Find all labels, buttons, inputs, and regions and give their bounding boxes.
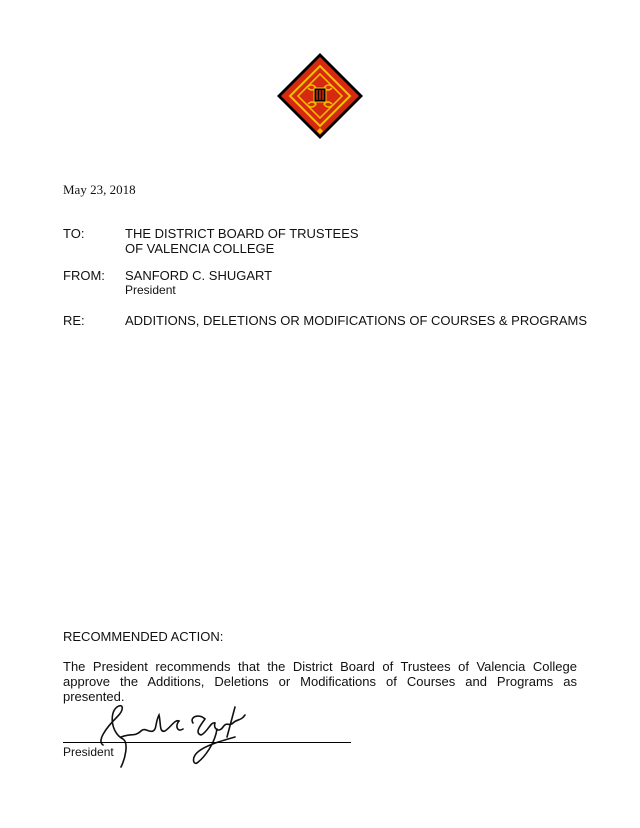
from-title: President (125, 283, 176, 297)
to-line-2: OF VALENCIA COLLEGE (125, 241, 275, 256)
signature-label: President (63, 745, 114, 759)
recommended-action-body: The President recommends that the District Board of Trustees of Valencia College approve the Additions, Deletions or Modifications of Courses and Programs as presented. (63, 659, 577, 704)
re-subject: ADDITIONS, DELETIONS OR MODIFICATIONS OF COURSES & PROGRAMS (125, 313, 588, 328)
college-seal-logo (276, 52, 364, 140)
memo-date: May 23, 2018 (63, 182, 136, 197)
re-label: RE: (63, 313, 85, 328)
from-label: FROM: (63, 268, 105, 283)
from-value (125, 268, 272, 298)
to-line-1: THE DISTRICT BOARD OF TRUSTEES (125, 226, 359, 241)
signature-line (63, 742, 351, 743)
from-name: SANFORD C. SHUGART (125, 268, 273, 283)
to-value (125, 226, 359, 256)
to-label: TO: (63, 226, 85, 241)
handwritten-signature (95, 693, 255, 771)
recommended-action-heading: RECOMMENDED ACTION: (63, 629, 224, 644)
